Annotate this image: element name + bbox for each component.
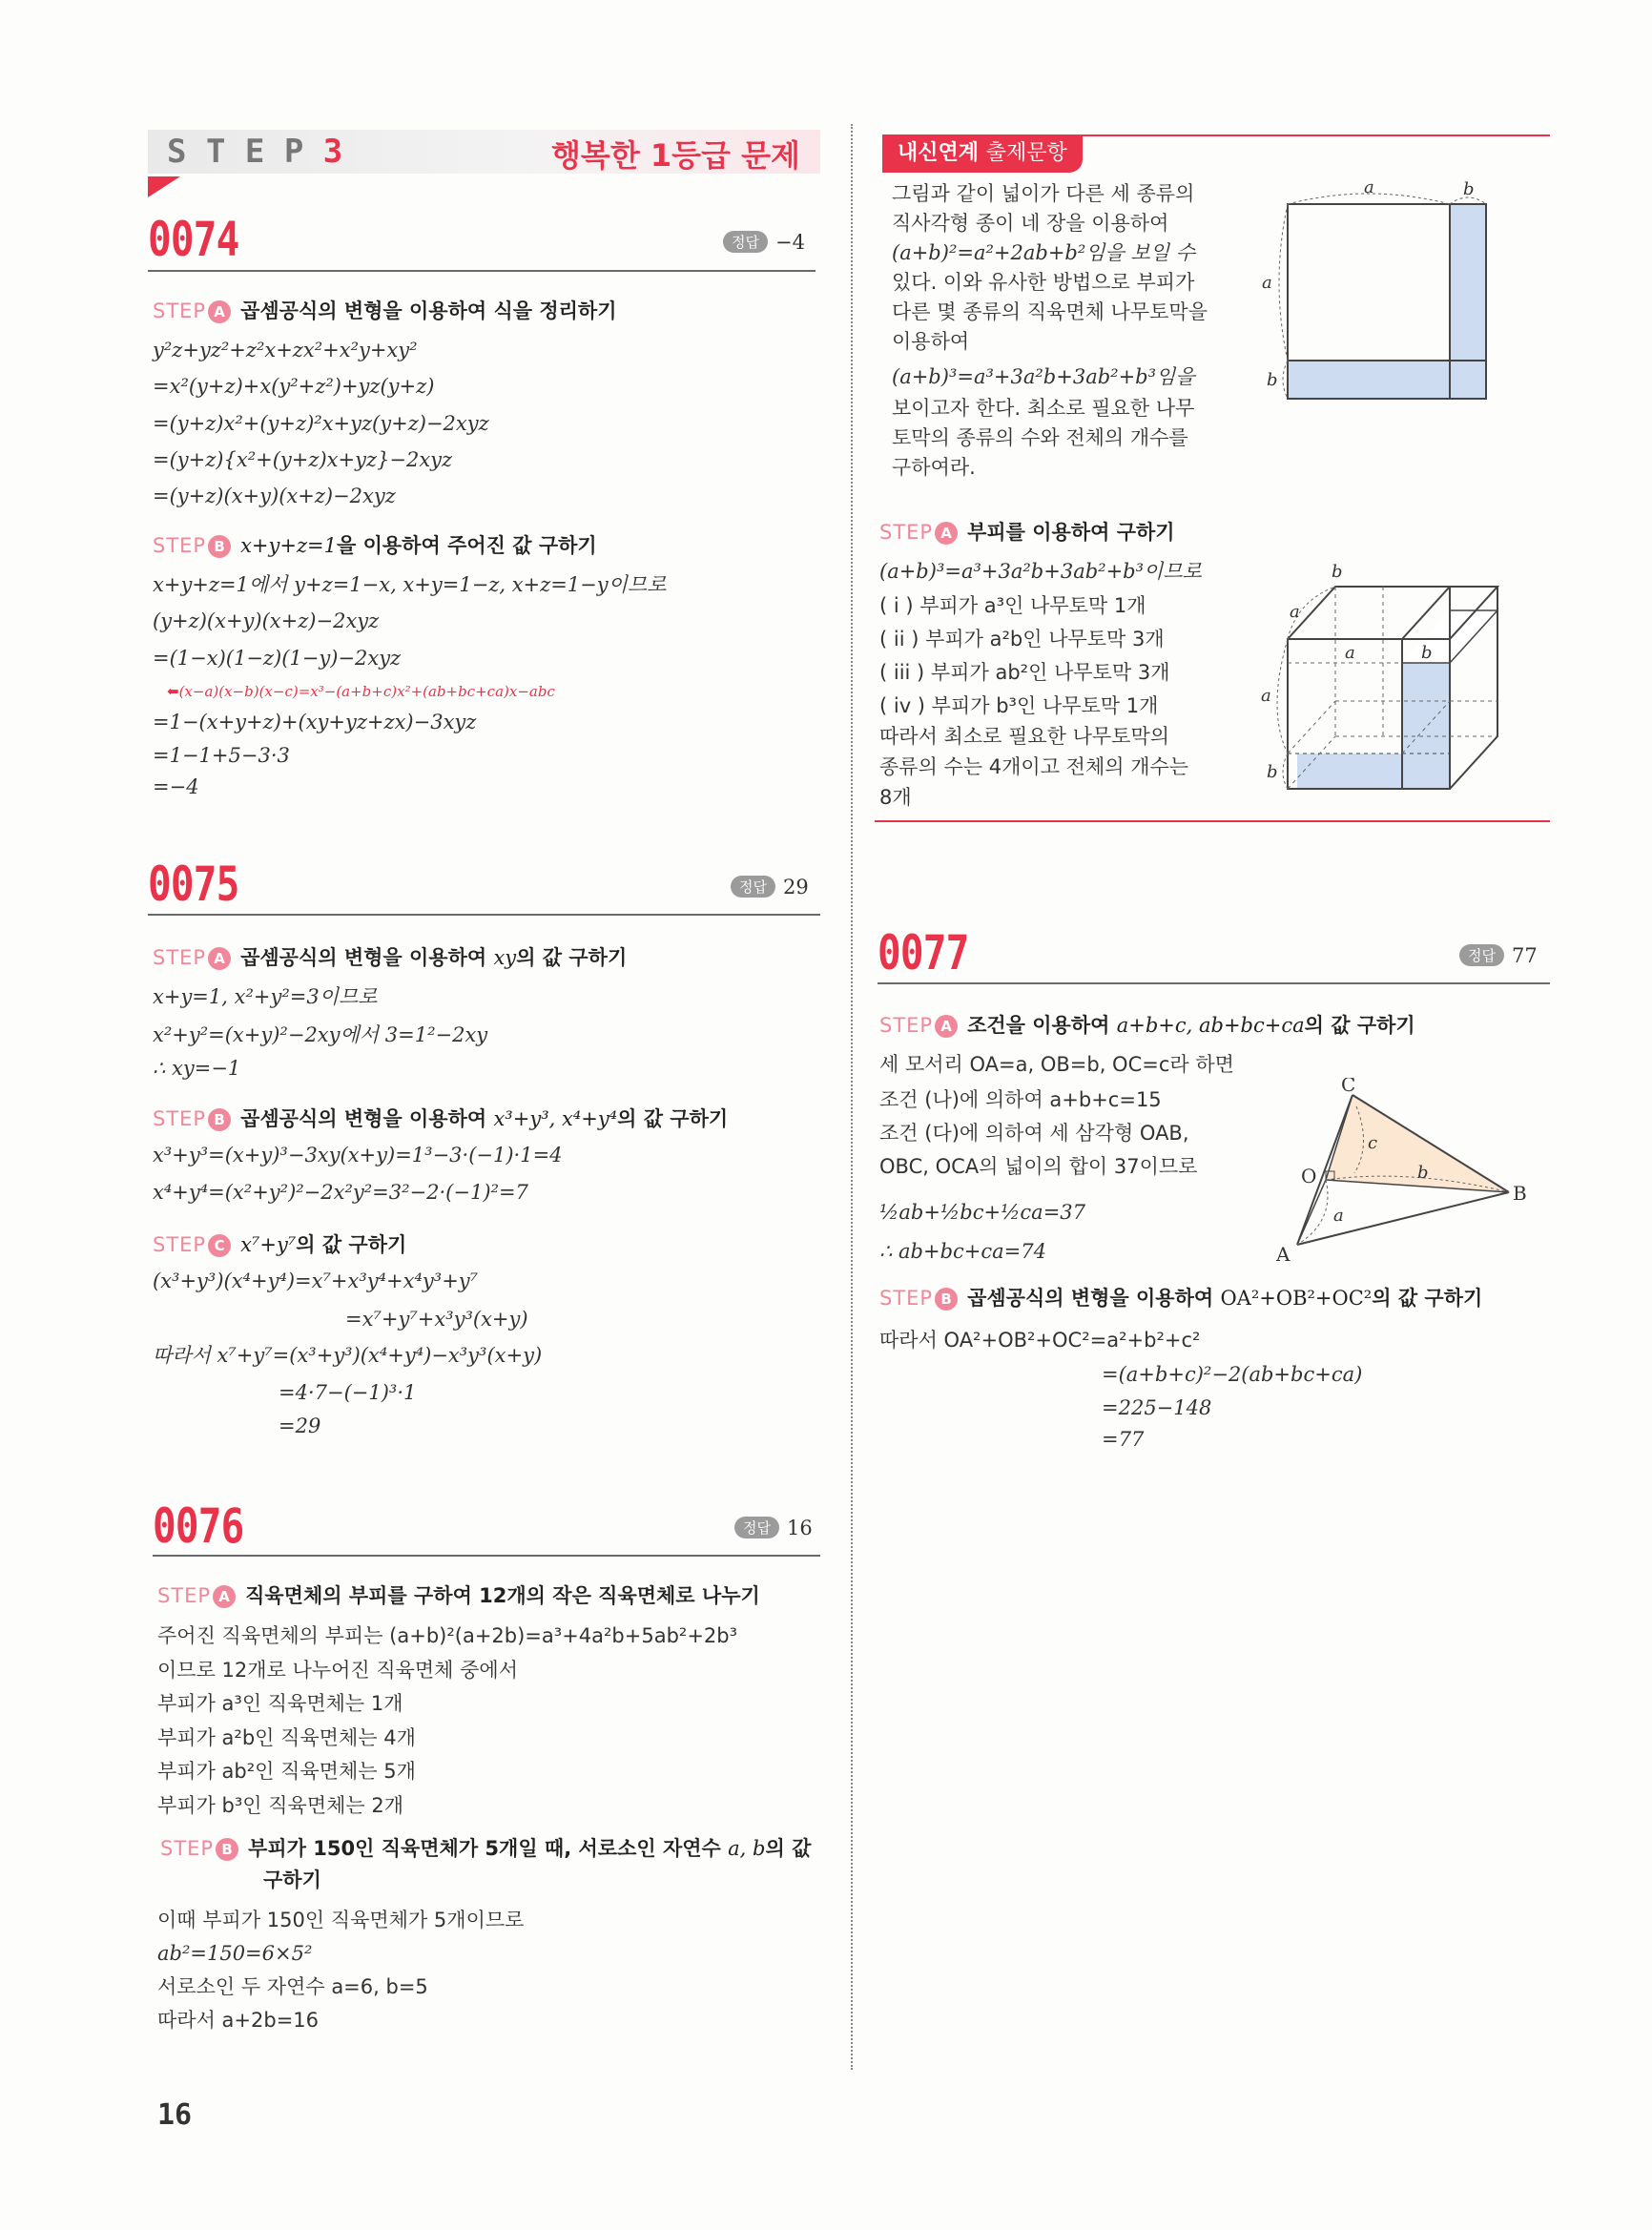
line-0075-a2: x²+y²=(x+y)²−2xy에서 3=1²−2xy bbox=[153, 1023, 488, 1046]
line-0076-b4: 따라서 a+2b=16 bbox=[157, 2009, 320, 2032]
line-0077-b4: =77 bbox=[1102, 1428, 1145, 1451]
step-a-naesin: STEP A 부피를 이용하여 구하기 bbox=[879, 521, 1175, 544]
column-divider bbox=[851, 124, 853, 2070]
line-0075-c5: =29 bbox=[279, 1414, 321, 1437]
tri-label-A: A bbox=[1276, 1243, 1291, 1266]
page-number: 16 bbox=[157, 2098, 193, 2132]
step-b-0077: STEP B 곱셈공식의 변형을 이용하여 OA²+OB²+OC²의 값 구하기 bbox=[879, 1287, 1483, 1310]
answer-0075: 정답 29 bbox=[731, 876, 809, 898]
line-0074-a1: y²z+yz²+z²x+zx²+x²y+xy² bbox=[153, 339, 418, 361]
naesin-bottom-rule bbox=[875, 820, 1550, 822]
line-0074-b4: =1−(x+y+z)+(xy+yz+zx)−3xyz bbox=[153, 711, 477, 733]
naesin-problem-6: 이용하여 bbox=[892, 330, 970, 353]
line-0075-c2: =x⁷+y⁷+x³y³(x+y) bbox=[345, 1308, 528, 1331]
naesin-solution-3: ( ii ) 부피가 a²b인 나무토막 3개 bbox=[879, 628, 1165, 650]
line-0074-a4: =(y+z){x²+(y+z)x+yz}−2xyz bbox=[153, 448, 453, 471]
naesin-problem-4: 있다. 이와 유사한 방법으로 부피가 bbox=[892, 271, 1195, 294]
naesin-problem-10: 구하여라. bbox=[892, 456, 976, 479]
line-0074-b2: (y+z)(x+y)(x+z)−2xyz bbox=[153, 609, 380, 632]
step-b-0075: STEP B 곱셈공식의 변형을 이용하여 x³+y³, x⁴+y⁴의 값 구하기 bbox=[153, 1107, 729, 1130]
line-0075-c3: 따라서 x⁷+y⁷=(x³+y³)(x⁴+y⁴)−x³y³(x+y) bbox=[153, 1344, 543, 1367]
step-a-0076: STEP A 직육면체의 부피를 구하여 12개의 작은 직육면체로 나누기 bbox=[157, 1584, 760, 1607]
step-b-0074: STEP B x+y+z=1을 이용하여 주어진 값 구하기 bbox=[153, 534, 597, 557]
sq-label-a-left: a bbox=[1262, 273, 1272, 293]
line-0075-c1: (x³+y³)(x⁴+y⁴)=x⁷+x³y⁴+x⁴y³+y⁷ bbox=[153, 1270, 479, 1292]
line-0076-b2: ab²=150=6×5² bbox=[157, 1942, 313, 1965]
cube-label-b-mid: b bbox=[1421, 643, 1433, 663]
cube-label-a-top: a bbox=[1290, 602, 1300, 622]
rule-0076 bbox=[153, 1555, 820, 1557]
header-corner-triangle bbox=[148, 176, 180, 197]
cube-label-a-mid: a bbox=[1345, 643, 1355, 663]
tri-label-b: b bbox=[1417, 1163, 1429, 1183]
tri-label-a: a bbox=[1333, 1206, 1344, 1226]
step-b-0076-cont: 구하기 bbox=[263, 1869, 321, 1891]
line-0075-a3: ∴ xy=−1 bbox=[153, 1057, 241, 1080]
line-0076-a4: 부피가 a²b인 직육면체는 4개 bbox=[157, 1726, 416, 1749]
line-0077-a6: ∴ ab+bc+ca=74 bbox=[879, 1240, 1046, 1263]
naesin-problem-1: 그림과 같이 넓이가 다른 세 종류의 bbox=[892, 182, 1195, 205]
line-0077-a5: ½ab+½bc+½ca=37 bbox=[879, 1201, 1086, 1224]
line-0074-a2: =x²(y+z)+x(y²+z²)+yz(y+z) bbox=[153, 375, 435, 398]
naesin-problem-2: 직사각형 종이 네 장을 이용하여 bbox=[892, 212, 1169, 235]
line-0076-b1: 이때 부피가 150인 직육면체가 5개이므로 bbox=[157, 1909, 525, 1931]
step-a-0074: STEP A 곱셈공식의 변형을 이용하여 식을 정리하기 bbox=[153, 299, 617, 322]
cube-label-a-left: a bbox=[1261, 686, 1271, 706]
line-0076-a2: 이므로 12개로 나누어진 직육면체 중에서 bbox=[157, 1659, 518, 1682]
problem-number-0074: 0074 bbox=[148, 212, 239, 267]
answer-0074: 정답 −4 bbox=[723, 231, 805, 254]
naesin-solution-1: (a+b)³=a³+3a²b+3ab²+b³이므로 bbox=[879, 560, 1202, 583]
naesin-problem-9: 토막의 종류의 수와 전체의 개수를 bbox=[892, 426, 1188, 449]
line-0077-b1: 따라서 OA²+OB²+OC²=a²+b²+c² bbox=[879, 1329, 1201, 1352]
line-0077-a4: OBC, OCA의 넓이의 합이 37이므로 bbox=[879, 1155, 1198, 1178]
cube-diagram bbox=[1249, 558, 1526, 806]
naesin-problem-7: (a+b)³=a³+3a²b+3ab²+b³임을 bbox=[892, 365, 1195, 388]
rule-0074 bbox=[148, 270, 816, 272]
line-0076-a1: 주어진 직육면체의 부피는 (a+b)²(a+2b)=a³+4a²b+5ab²+2b³ bbox=[157, 1624, 738, 1647]
line-0075-a1: x+y=1, x²+y²=3이므로 bbox=[153, 985, 378, 1008]
pyramid-diagram bbox=[1269, 1078, 1536, 1269]
line-0075-c4: =4·7−(−1)³·1 bbox=[279, 1381, 417, 1404]
naesin-solution-5: ( iv ) 부피가 b³인 나무토막 1개 bbox=[879, 694, 1159, 717]
sq-label-b-top: b bbox=[1463, 179, 1475, 199]
line-0074-b3: =(1−x)(1−z)(1−y)−2xyz bbox=[153, 647, 402, 670]
line-0076-b3: 서로소인 두 자연수 a=6, b=5 bbox=[157, 1975, 428, 1998]
formula-note-0074: ⬅(x−a)(x−b)(x−c)=x³−(a+b+c)x²+(ab+bc+ca)x−abc bbox=[167, 683, 555, 700]
line-0075-b2: x⁴+y⁴=(x²+y²)²−2x²y²=3²−2·(−1)²=7 bbox=[153, 1181, 528, 1204]
line-0077-a1: 세 모서리 OA=a, OB=b, OC=c라 하면 bbox=[879, 1053, 1234, 1076]
answer-0076: 정답 16 bbox=[734, 1517, 813, 1539]
line-0077-a3: 조건 (다)에 의하여 세 삼각형 OAB, bbox=[879, 1122, 1189, 1145]
cube-label-b-left: b bbox=[1267, 762, 1278, 782]
naesin-solution-6: 따라서 최소로 필요한 나무토막의 bbox=[879, 725, 1170, 748]
naesin-solution-2: ( i ) 부피가 a³인 나무토막 1개 bbox=[879, 594, 1146, 617]
rule-0075 bbox=[148, 914, 820, 916]
line-0074-a3: =(y+z)x²+(y+z)²x+yz(y+z)−2xyz bbox=[153, 412, 489, 435]
naesin-tag: 내신연계 출제문항 bbox=[882, 134, 1083, 173]
naesin-problem-8: 보이고자 한다. 최소로 필요한 나무 bbox=[892, 397, 1195, 420]
line-0074-b6: =−4 bbox=[153, 775, 199, 798]
line-0077-a2: 조건 (나)에 의하여 a+b+c=15 bbox=[879, 1088, 1162, 1111]
problem-number-0077: 0077 bbox=[878, 925, 969, 981]
step-a-0075: STEP A 곱셈공식의 변형을 이용하여 xy의 값 구하기 bbox=[153, 946, 628, 969]
tri-label-O: O bbox=[1301, 1165, 1317, 1187]
step-b-0076: STEP B 부피가 150인 직육면체가 5개일 때, 서로소인 자연수 a, b의 값 bbox=[160, 1837, 812, 1860]
cube-label-b-top: b bbox=[1332, 562, 1343, 582]
tri-label-C: C bbox=[1341, 1078, 1356, 1096]
step-header-label: S T E P 3 bbox=[167, 133, 343, 171]
rule-0077 bbox=[878, 982, 1550, 984]
naesin-solution-4: ( iii ) 부피가 ab²인 나무토막 3개 bbox=[879, 661, 1170, 684]
tri-label-c: c bbox=[1368, 1133, 1378, 1153]
line-0077-b3: =225−148 bbox=[1102, 1396, 1212, 1419]
line-0074-b1: x+y+z=1에서 y+z=1−x, x+y=1−z, x+z=1−y이므로 bbox=[153, 573, 667, 596]
line-0076-a5: 부피가 ab²인 직육면체는 5개 bbox=[157, 1760, 416, 1783]
sq-label-b-left: b bbox=[1267, 370, 1278, 390]
step-header-title: 행복한 1등급 문제 bbox=[551, 137, 800, 174]
answer-0077: 정답 77 bbox=[1459, 944, 1538, 967]
square-diagram bbox=[1259, 172, 1507, 410]
naesin-problem-5: 다른 몇 종류의 직육면체 나무토막을 bbox=[892, 300, 1208, 323]
line-0075-b1: x³+y³=(x+y)³−3xy(x+y)=1³−3·(−1)·1=4 bbox=[153, 1144, 563, 1167]
sq-label-a-top: a bbox=[1364, 177, 1374, 197]
problem-number-0076: 0076 bbox=[153, 1498, 244, 1554]
step-c-0075: STEP C x⁷+y⁷의 값 구하기 bbox=[153, 1233, 407, 1256]
line-0077-b2: =(a+b+c)²−2(ab+bc+ca) bbox=[1102, 1363, 1363, 1386]
problem-number-0075: 0075 bbox=[148, 857, 239, 912]
line-0074-b5: =1−1+5−3·3 bbox=[153, 744, 290, 767]
naesin-solution-8: 8개 bbox=[879, 786, 912, 809]
naesin-problem-3: (a+b)²=a²+2ab+b²임을 보일 수 bbox=[892, 241, 1196, 264]
line-0076-a3: 부피가 a³인 직육면체는 1개 bbox=[157, 1692, 403, 1715]
line-0076-a6: 부피가 b³인 직육면체는 2개 bbox=[157, 1794, 403, 1817]
step-a-0077: STEP A 조건을 이용하여 a+b+c, ab+bc+ca의 값 구하기 bbox=[879, 1014, 1415, 1037]
line-0074-a5: =(y+z)(x+y)(x+z)−2xyz bbox=[153, 485, 396, 507]
tri-label-B: B bbox=[1513, 1182, 1527, 1205]
naesin-solution-7: 종류의 수는 4개이고 전체의 개수는 bbox=[879, 755, 1189, 778]
